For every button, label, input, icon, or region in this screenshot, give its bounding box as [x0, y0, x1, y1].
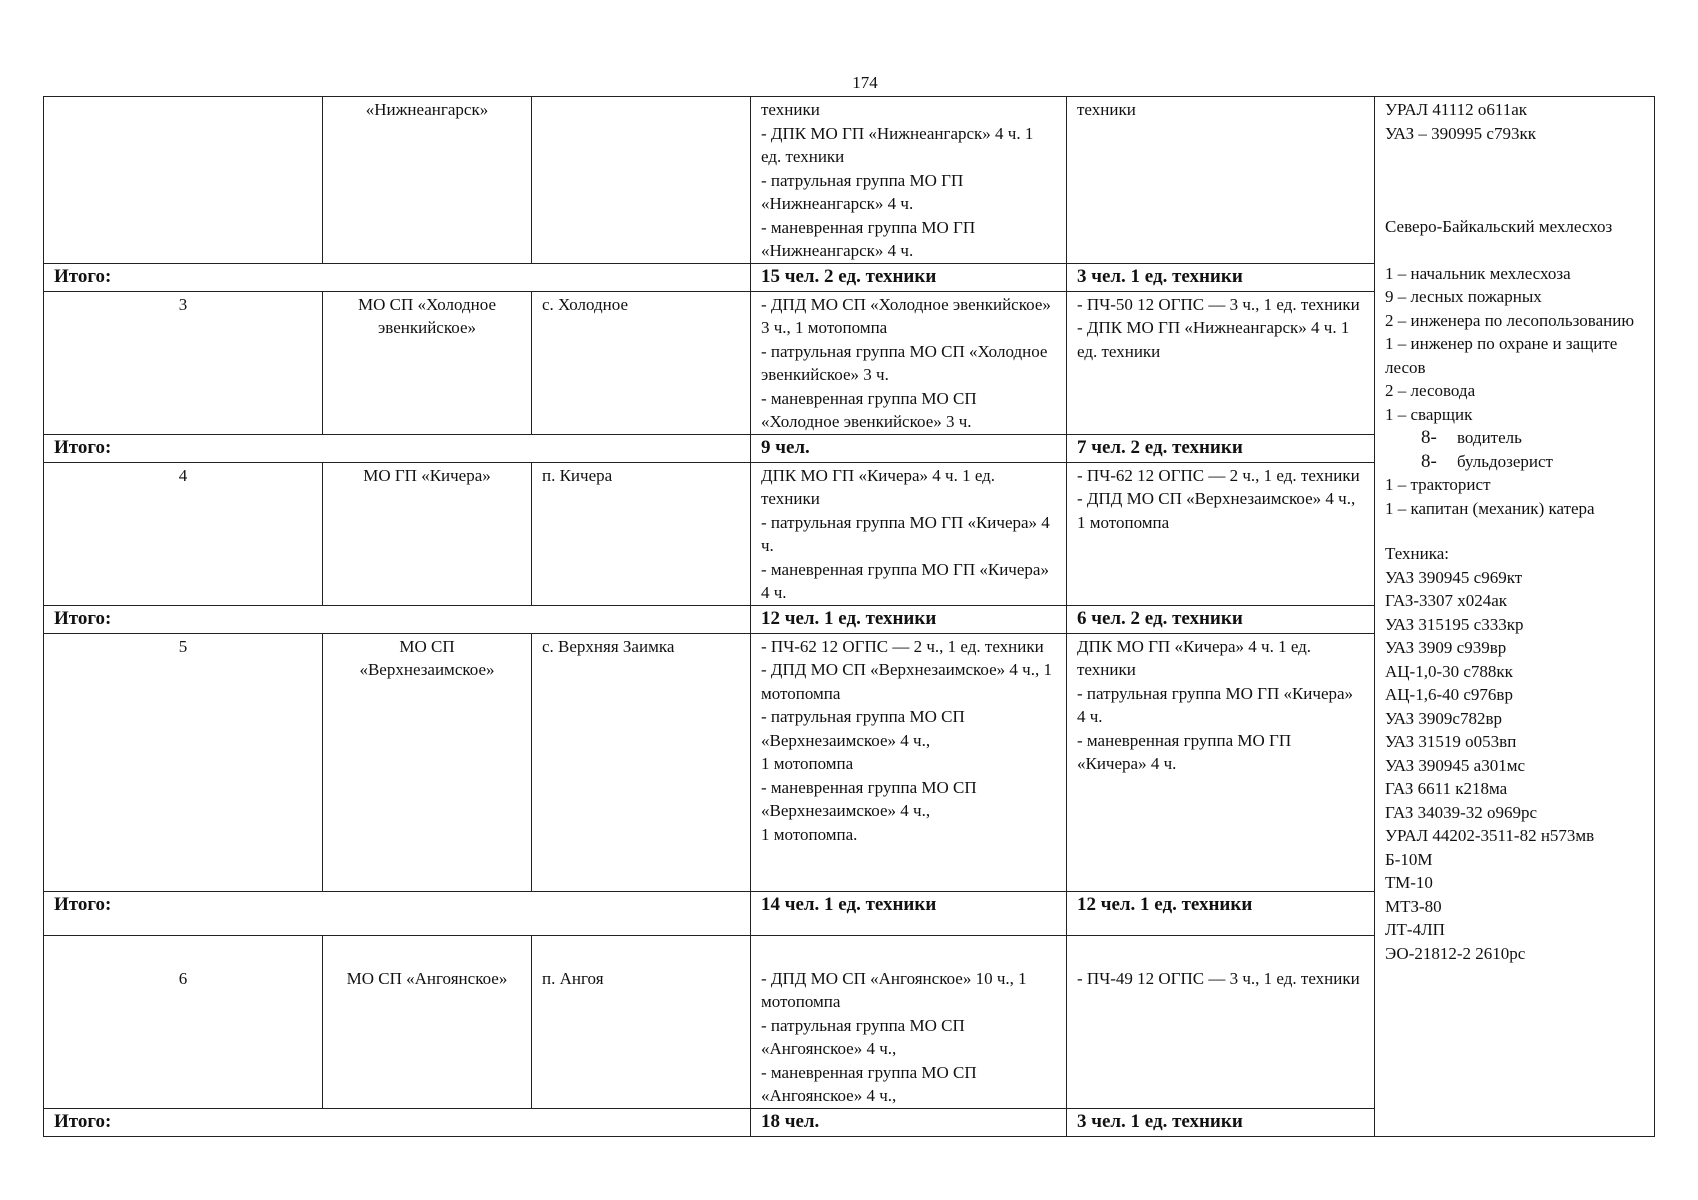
row-number-cell: 3 — [44, 291, 323, 434]
row-number-cell: 5 — [44, 633, 323, 891]
forces-cell: техники - ДПК МО ГП «Нижнеангарск» 4 ч. 1 ед. техники - патрульная группа МО ГП «Нижнеангарск» 4 ч. - маневренная группа МО ГП «Нижнеангарск» 4 ч. — [751, 97, 1067, 264]
reserve-cell: ДПК МО ГП «Кичера» 4 ч. 1 ед. техники - патрульная группа МО ГП «Кичера» 4 ч. - маневренная группа МО ГП «Кичера» 4 ч. — [1067, 633, 1375, 891]
total-label: Итого: — [44, 263, 751, 291]
row-number-cell: 4 — [44, 462, 323, 605]
driver-count: 8- — [1421, 427, 1437, 448]
row-number-cell — [44, 97, 323, 264]
forces-cell: - ДПД МО СП «Холодное эвенкийское» 3 ч., 1 мотопомпа - патрульная группа МО СП «Холодное эвенкийское» 3 ч. - маневренная группа МО СП «Холодное эвенкийское» 3 ч. — [751, 291, 1067, 434]
side-staff-list-2: 1 – тракторист 1 – капитан (механик) катера — [1385, 475, 1595, 518]
driver-label: водитель — [1457, 428, 1522, 447]
reserve-cell: - ПЧ-62 12 ОГПС — 2 ч., 1 ед. техники - ДПД МО СП «Верхнезаимское» 4 ч., 1 мотопомпа — [1067, 462, 1375, 605]
total-forces: 18 чел. — [751, 1108, 1067, 1136]
bulldozer-count: 8- — [1421, 450, 1437, 472]
forces-cell: ДПК МО ГП «Кичера» 4 ч. 1 ед. техники - патрульная группа МО ГП «Кичера» 4 ч. - маневренная группа МО ГП «Кичера» 4 ч. — [751, 462, 1067, 605]
page-number: 174 — [852, 73, 878, 92]
forces-cell: - ДПД МО СП «Ангоянское» 10 ч., 1 мотопомпа - патрульная группа МО СП «Ангоянское» 4 ч., - маневренная группа МО СП «Ангоянское» 4 ч., — [751, 935, 1067, 1108]
municipality-cell: МО СП «Ангоянское» — [323, 935, 532, 1108]
side-staff-list: 1 – начальник мехлесхоза 9 – лесных пожарных 2 – инженера по лесопользованию 1 – инженер по охране и защите лесов 2 – лесовода 1 – сварщик — [1385, 263, 1635, 424]
locality-cell: п. Кичера — [532, 462, 751, 605]
total-forces: 14 чел. 1 ед. техники — [751, 891, 1067, 935]
total-label: Итого: — [44, 434, 751, 462]
municipality-cell: «Нижнеангарск» — [323, 97, 532, 264]
total-label: Итого: — [44, 891, 751, 935]
total-label: Итого: — [44, 1108, 751, 1136]
side-vehicles-top: УРАЛ 41112 о611ак УАЗ – 390995 с793кк — [1385, 100, 1536, 143]
municipality-cell: МО СП «Верхнезаимское» — [323, 633, 532, 891]
locality-cell: с. Холодное — [532, 291, 751, 434]
reserve-cell: техники — [1067, 97, 1375, 264]
side-staff-driver — [1385, 426, 1644, 450]
resources-side-cell — [1375, 97, 1655, 1137]
municipality-cell: МО СП «Холодное эвенкийское» — [323, 291, 532, 434]
total-reserve: 12 чел. 1 ед. техники — [1067, 891, 1375, 935]
side-tech-list: УАЗ 390945 с969кт ГАЗ-3307 х024ак УАЗ 315195 с333кр УАЗ 3909 с939вр АЦ-1,0-30 с788кк АЦ-1,6-40 с976вр УАЗ 3909с782вр УАЗ 31519 о053вп УАЗ 390945 а301мс ГАЗ 6611 к218ма ГАЗ 34039-32 о969рс УРАЛ 44202-3511-82 н573мв Б-10М ТМ-10 МТЗ-80 ЛТ-4ЛП ЭО-21812-2 2610рс — [1385, 567, 1595, 963]
municipality-cell: МО ГП «Кичера» — [323, 462, 532, 605]
side-tech-title: Техника: — [1385, 544, 1450, 563]
total-reserve: 3 чел. 1 ед. техники — [1067, 1108, 1375, 1136]
reserve-cell: - ПЧ-50 12 ОГПС — 3 ч., 1 ед. техники - ДПК МО ГП «Нижнеангарск» 4 ч. 1 ед. техники — [1067, 291, 1375, 434]
side-org-name: Северо-Байкальский мехлесхоз — [1385, 217, 1613, 236]
total-reserve: 3 чел. 1 ед. техники — [1067, 263, 1375, 291]
locality-cell: с. Верхняя Заимка — [532, 633, 751, 891]
total-forces: 12 чел. 1 ед. техники — [751, 605, 1067, 633]
locality-cell — [532, 97, 751, 264]
total-label: Итого: — [44, 605, 751, 633]
side-staff-bulldozer — [1385, 450, 1644, 474]
total-forces: 15 чел. 2 ед. техники — [751, 263, 1067, 291]
bulldozer-label: бульдозерист — [1457, 451, 1553, 471]
total-reserve: 7 чел. 2 ед. техники — [1067, 434, 1375, 462]
row-number-cell: 6 — [44, 935, 323, 1108]
forces-table — [43, 96, 1655, 1137]
locality-cell: п. Ангоя — [532, 935, 751, 1108]
total-forces: 9 чел. — [751, 434, 1067, 462]
total-reserve: 6 чел. 2 ед. техники — [1067, 605, 1375, 633]
table-row — [44, 97, 1655, 264]
reserve-cell: - ПЧ-49 12 ОГПС — 3 ч., 1 ед. техники — [1067, 935, 1375, 1108]
forces-cell: - ПЧ-62 12 ОГПС — 2 ч., 1 ед. техники - ДПД МО СП «Верхнезаимское» 4 ч., 1 мотопомпа - патрульная группа МО СП «Верхнезаимское» 4 ч., 1 мотопомпа - маневренная группа МО СП «Верхнезаимское» 4 ч., 1 мотопомпа. — [751, 633, 1067, 891]
